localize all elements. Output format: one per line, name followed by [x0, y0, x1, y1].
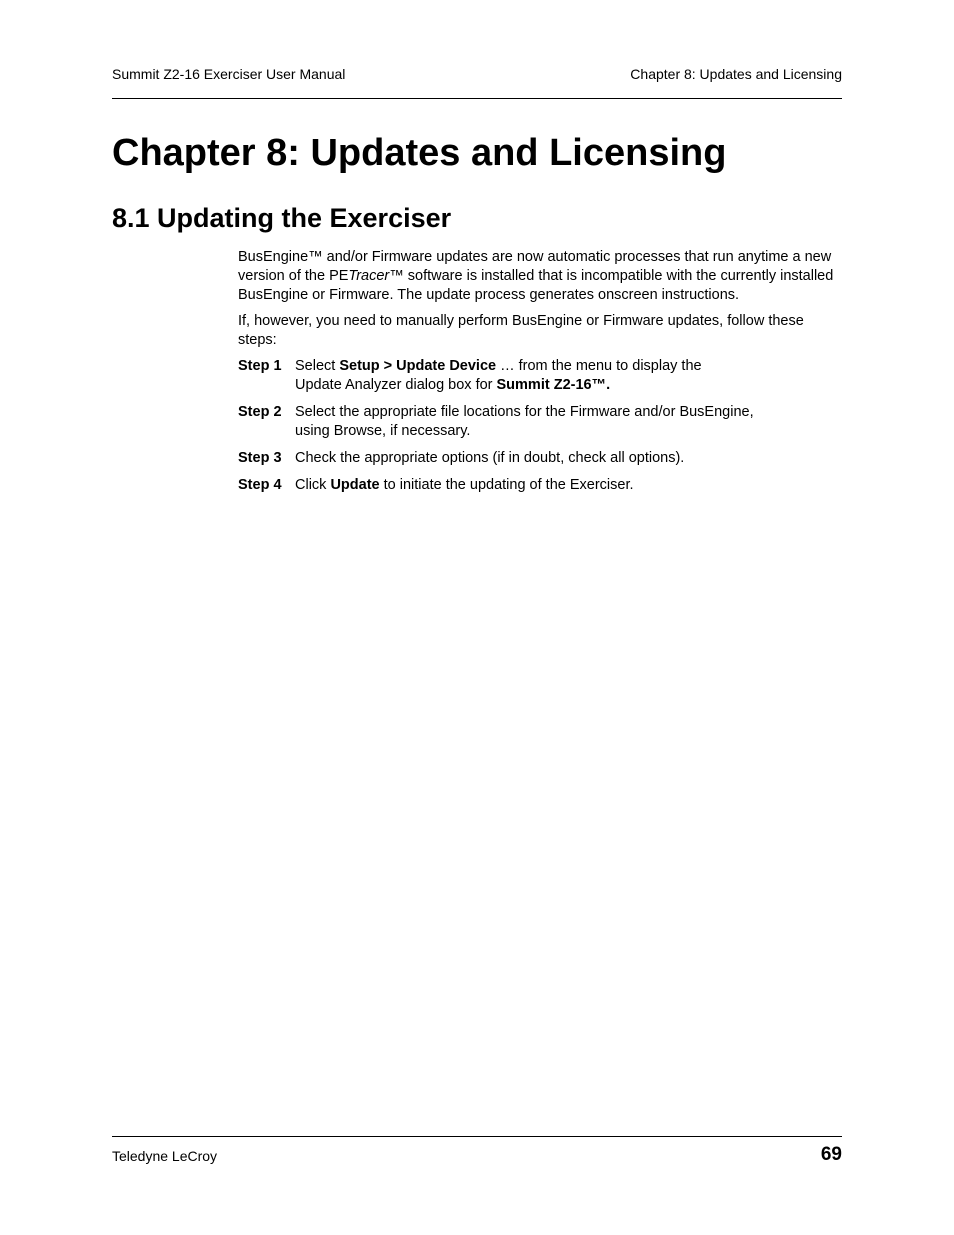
chapter-title: Chapter 8: Updates and Licensing: [112, 132, 727, 174]
intro-text-a: BusEngine™ and/or Firmware updates are now automatic processes that run anytime a new version of the PE: [238, 249, 832, 284]
header-rule: [112, 98, 842, 99]
step-label: Step 2: [238, 404, 282, 420]
step-text: Select the appropriate file locations for the Firmware and/or BusEngine, using Browse, if necessary.: [295, 404, 754, 439]
intro-text-b: ™ software is installed that is incompatible with the currently installed BusEngine or Firmware. The update process generates onscreen instructions.: [238, 268, 834, 303]
step-text: Check the appropriate options (if in doubt, check all options).: [295, 450, 685, 466]
footer-company: Teledyne LeCroy: [112, 1148, 218, 1164]
intro-text-italic: Tracer: [348, 268, 390, 284]
step-1: [238, 357, 842, 395]
step-3: [238, 449, 842, 468]
section-body: [238, 248, 842, 503]
manual-update-paragraph: If, however, you need to manually perform BusEngine or Firmware updates, follow these steps:: [238, 313, 804, 348]
step-text: Select Setup > Update Device … from the menu to display the Update Analyzer dialog box for Summit Z2-16™.: [295, 358, 702, 393]
section-title: 8.1 Updating the Exerciser: [112, 203, 452, 233]
step-label: Step 4: [238, 477, 282, 493]
footer-rule: [112, 1136, 842, 1137]
step-2: [238, 403, 842, 441]
page-number: 69: [820, 1144, 842, 1165]
step-label: Step 1: [238, 358, 282, 374]
step-4: [238, 476, 842, 495]
intro-paragraph: [238, 248, 842, 305]
running-header-chapter: Chapter 8: Updates and Licensing: [630, 66, 842, 82]
step-text: Click Update to initiate the updating of the Exerciser.: [295, 477, 634, 493]
running-header-title: Summit Z2-16 Exerciser User Manual: [112, 66, 346, 82]
step-label: Step 3: [238, 450, 282, 466]
